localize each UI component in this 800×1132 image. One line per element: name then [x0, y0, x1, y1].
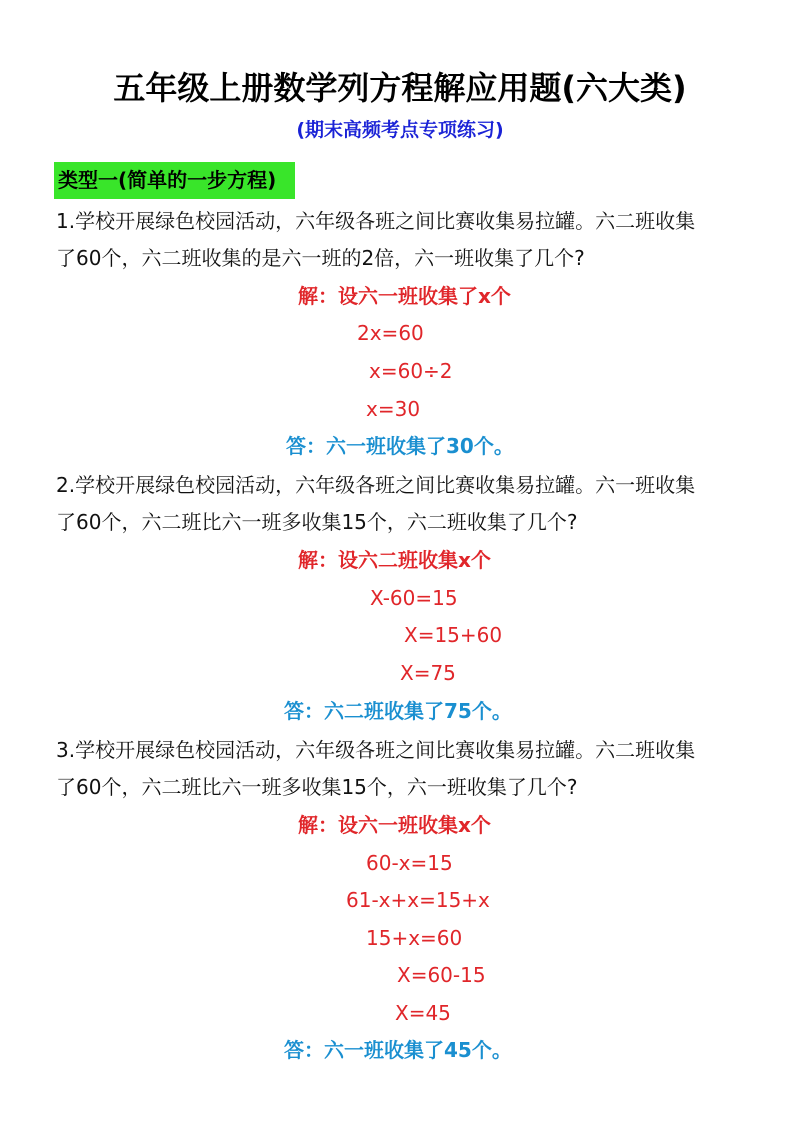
solution-2-step-1: X-60=15 — [370, 586, 458, 610]
answer-2: 答：六二班收集了75个。 — [284, 699, 512, 723]
question-2-line-2: 了60个，六二班比六一班多收集15个，六二班收集了几个? — [56, 510, 578, 534]
question-3-line-2: 了60个，六二班比六一班多收集15个，六一班收集了几个? — [56, 775, 578, 799]
solution-3-step-4: X=60-15 — [397, 963, 486, 987]
solution-1-step-3: x=30 — [366, 397, 421, 421]
solution-2-step-2: X=15+60 — [404, 623, 503, 647]
solution-3-step-3: 15+x=60 — [366, 926, 463, 950]
solution-3-step-5: X=45 — [395, 1001, 451, 1025]
solution-1-header: 解：设六一班收集了x个 — [298, 284, 511, 308]
section-label: 类型一(简单的一步方程) — [58, 168, 277, 192]
answer-1: 答：六一班收集了30个。 — [286, 434, 514, 458]
solution-2-step-3: X=75 — [400, 661, 456, 685]
answer-3: 答：六一班收集了45个。 — [284, 1038, 512, 1062]
solution-2-header: 解：设六二班收集x个 — [298, 548, 491, 572]
page-title: 五年级上册数学列方程解应用题(六大类) — [113, 69, 687, 107]
question-2-line-1: 2.学校开展绿色校园活动，六年级各班之间比赛收集易拉罐。六一班收集 — [56, 473, 696, 497]
solution-3-step-2: 61-x+x=15+x — [346, 888, 490, 912]
solution-3-header: 解：设六一班收集x个 — [298, 813, 491, 837]
solution-1-step-2: x=60÷2 — [369, 359, 453, 383]
solution-1-step-1: 2x=60 — [357, 321, 424, 345]
page-subtitle: (期末高频考点专项练习) — [296, 119, 504, 141]
solution-3-step-1: 60-x=15 — [366, 851, 453, 875]
question-3-line-1: 3.学校开展绿色校园活动，六年级各班之间比赛收集易拉罐。六二班收集 — [56, 738, 696, 762]
question-1-line-1: 1.学校开展绿色校园活动，六年级各班之间比赛收集易拉罐。六二班收集 — [56, 209, 696, 233]
question-1-line-2: 了60个，六二班收集的是六一班的2倍，六一班收集了几个? — [56, 246, 585, 270]
